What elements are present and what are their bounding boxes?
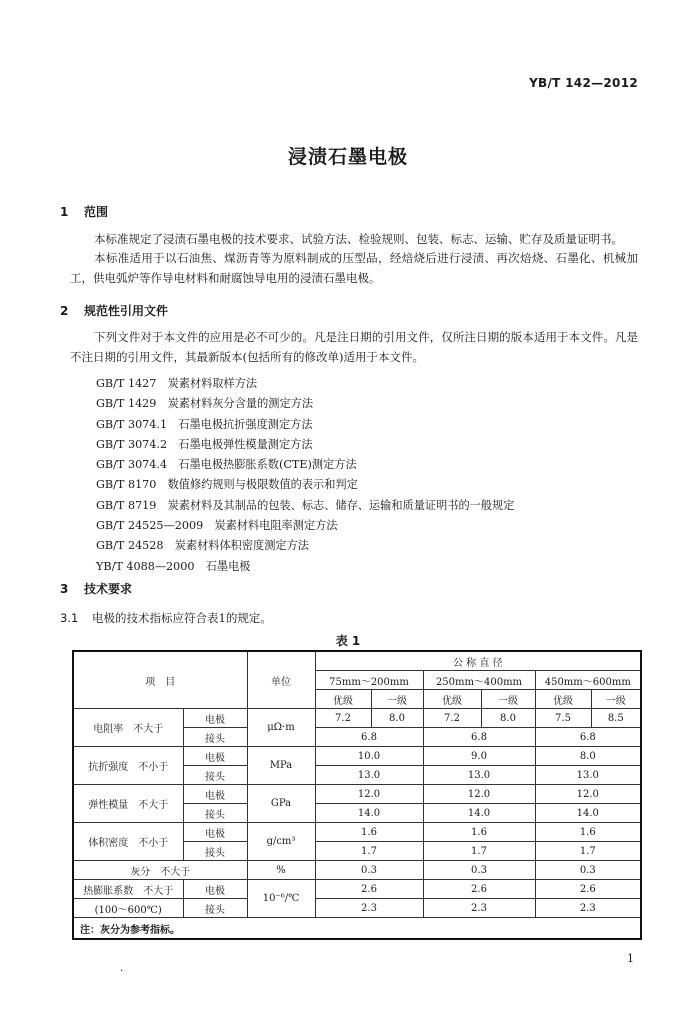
table-cell: 13.0 [315,766,423,785]
spec-table [72,650,642,940]
table-cell: 14.0 [315,804,423,823]
section-2-para-1: 下列文件对于本文件的应用是必不可少的。凡是注日期的引用文件，仅所注日期的版本适用于本文件。凡是不注日期的引用文件，其最新版本(包括所有的修改单)适用于本文件。 [70,330,638,364]
table-cell: 6.8 [315,728,423,747]
part-label: 接头 [183,728,247,747]
row-label: 弹性模量 不大于 [73,785,183,823]
section-1-para-2: 本标准适用于以石油焦、煤沥青等为原料制成的压型品，经焙烧后进行浸渍、再次焙烧、石墨化、机械加工，供电弧炉等作导电材料和耐腐蚀导电用的浸渍石墨电极。 [70,251,638,285]
reference-item: GB/T 8170 数值修约规则与极限数值的表示和判定 [96,478,358,492]
row-unit: g/cm³ [247,823,315,861]
grade-header: 一级 [371,690,423,709]
part-label: 电极 [183,785,247,804]
row-unit: % [247,861,315,880]
table-cell: 0.3 [423,861,535,880]
page-number: 1 [627,952,634,965]
table-cell: 1.6 [315,823,423,842]
table-cell: 9.0 [423,747,535,766]
section-number: 3 [60,582,69,596]
table-cell: 10.0 [315,747,423,766]
grade-header: 一级 [481,690,535,709]
reference-item: GB/T 3074.4 石墨电极热膨胀系数(CTE)测定方法 [96,458,357,472]
table-cell: 2.3 [315,899,423,918]
table-cell: 7.2 [315,709,371,728]
item-header: 项 目 [73,651,247,709]
part-label: 电极 [183,709,247,728]
table-cell: 7.2 [423,709,481,728]
table-cell: 8.0 [371,709,423,728]
table-cell: 13.0 [423,766,535,785]
row-label: 灰分 不大于 [73,861,247,880]
reference-item: GB/T 24525—2009 炭素材料电阻率测定方法 [96,519,338,533]
table-cell: 1.7 [423,842,535,861]
part-label: 接头 [183,842,247,861]
table-cell: 12.0 [535,785,641,804]
reference-list [96,374,514,577]
reference-item: GB/T 3074.1 石墨电极抗折强度测定方法 [96,417,313,431]
table-row [73,785,641,804]
row-label: 体积密度 不小于 [73,823,183,861]
table-cell: 8.0 [535,747,641,766]
table-cell: 2.3 [423,899,535,918]
section-title: 范围 [84,205,109,219]
table-row [73,880,641,899]
row-unit: 10⁻⁶/℃ [247,880,315,918]
section-number: 2 [60,304,69,318]
table-note: 注：灰分为参考指标。 [73,918,641,940]
table-cell: 1.7 [315,842,423,861]
table-cell: 14.0 [535,804,641,823]
row-label: 抗折强度 不小于 [73,747,183,785]
section-1-heading [60,203,108,220]
reference-item: GB/T 1429 炭素材料灰分含量的测定方法 [96,397,314,411]
section-3-heading [60,580,132,597]
section-1-para-1: 本标准规定了浸渍石墨电极的技术要求、试验方法、检验规则、包装、标志、运输、贮存及质量证明书。 [94,232,623,246]
table-cell: 0.3 [535,861,641,880]
part-label: 接头 [183,766,247,785]
grade-header: 优级 [423,690,481,709]
row-label: 电阻率 不大于 [73,709,183,747]
row-unit: MPa [247,747,315,785]
range-header: 75mm～200mm [315,671,423,690]
range-header: 250mm～400mm [423,671,535,690]
footer-dot: · [120,966,124,977]
table-row [73,861,641,880]
clause-text: 电极的技术指标应符合表1的规定。 [92,611,272,625]
part-label: 电极 [183,747,247,766]
section-title: 技术要求 [84,582,133,596]
table-cell: 6.8 [423,728,535,747]
reference-item: GB/T 3074.2 石墨电极弹性模量测定方法 [96,437,313,451]
reference-item: GB/T 1427 炭素材料取样方法 [96,377,258,390]
unit-header: 单位 [247,651,315,709]
table-cell: 2.6 [535,880,641,899]
reference-item: YB/T 4088—2000 石墨电极 [96,559,251,573]
table-cell: 2.6 [423,880,535,899]
section-number: 1 [60,205,69,219]
table-cell: 2.6 [315,880,423,899]
table-row [73,709,641,728]
clause-number: 3.1 [60,611,79,625]
table-cell: 6.8 [535,728,641,747]
grade-header: 优级 [315,690,371,709]
table-cell: 13.0 [535,766,641,785]
section-title: 规范性引用文件 [84,304,169,318]
table-cell: 14.0 [423,804,535,823]
row-label: 热膨胀系数 不大于 [73,880,183,899]
part-label: 电极 [183,880,247,899]
section-2-heading [60,302,168,319]
table-cell: 1.7 [535,842,641,861]
table-cell: 1.6 [423,823,535,842]
standard-number: YB/T 142—2012 [529,76,638,90]
table-header-row [73,651,641,671]
table-cell: 12.0 [315,785,423,804]
grade-header: 优级 [535,690,591,709]
grade-header: 一级 [591,690,641,709]
table-caption: 表 1 [335,634,361,648]
diameter-header: 公 称 直 径 [315,651,641,671]
document-title: 浸渍石墨电极 [287,146,408,168]
table-cell: 7.5 [535,709,591,728]
table-row [73,747,641,766]
table-cell: 2.3 [535,899,641,918]
table-cell: 12.0 [423,785,535,804]
table-row [73,823,641,842]
reference-item: GB/T 8719 炭素材料及其制品的包装、标志、储存、运输和质量证明书的一般规定 [96,498,515,512]
table-cell: 8.5 [591,709,641,728]
range-header: 450mm～600mm [535,671,641,690]
part-label: 电极 [183,823,247,842]
table-cell: 8.0 [481,709,535,728]
reference-item: GB/T 24528 炭素材料体积密度测定方法 [96,539,309,553]
part-label: 接头 [183,804,247,823]
table-cell: 1.6 [535,823,641,842]
row-unit: μΩ·m [247,709,315,747]
table-cell: 0.3 [315,861,423,880]
row-label: (100～600℃) [73,899,183,918]
table-row [73,899,641,918]
table-note-row [73,918,641,940]
row-unit: GPa [247,785,315,823]
clause-3-1 [60,610,272,626]
part-label: 接头 [183,899,247,918]
